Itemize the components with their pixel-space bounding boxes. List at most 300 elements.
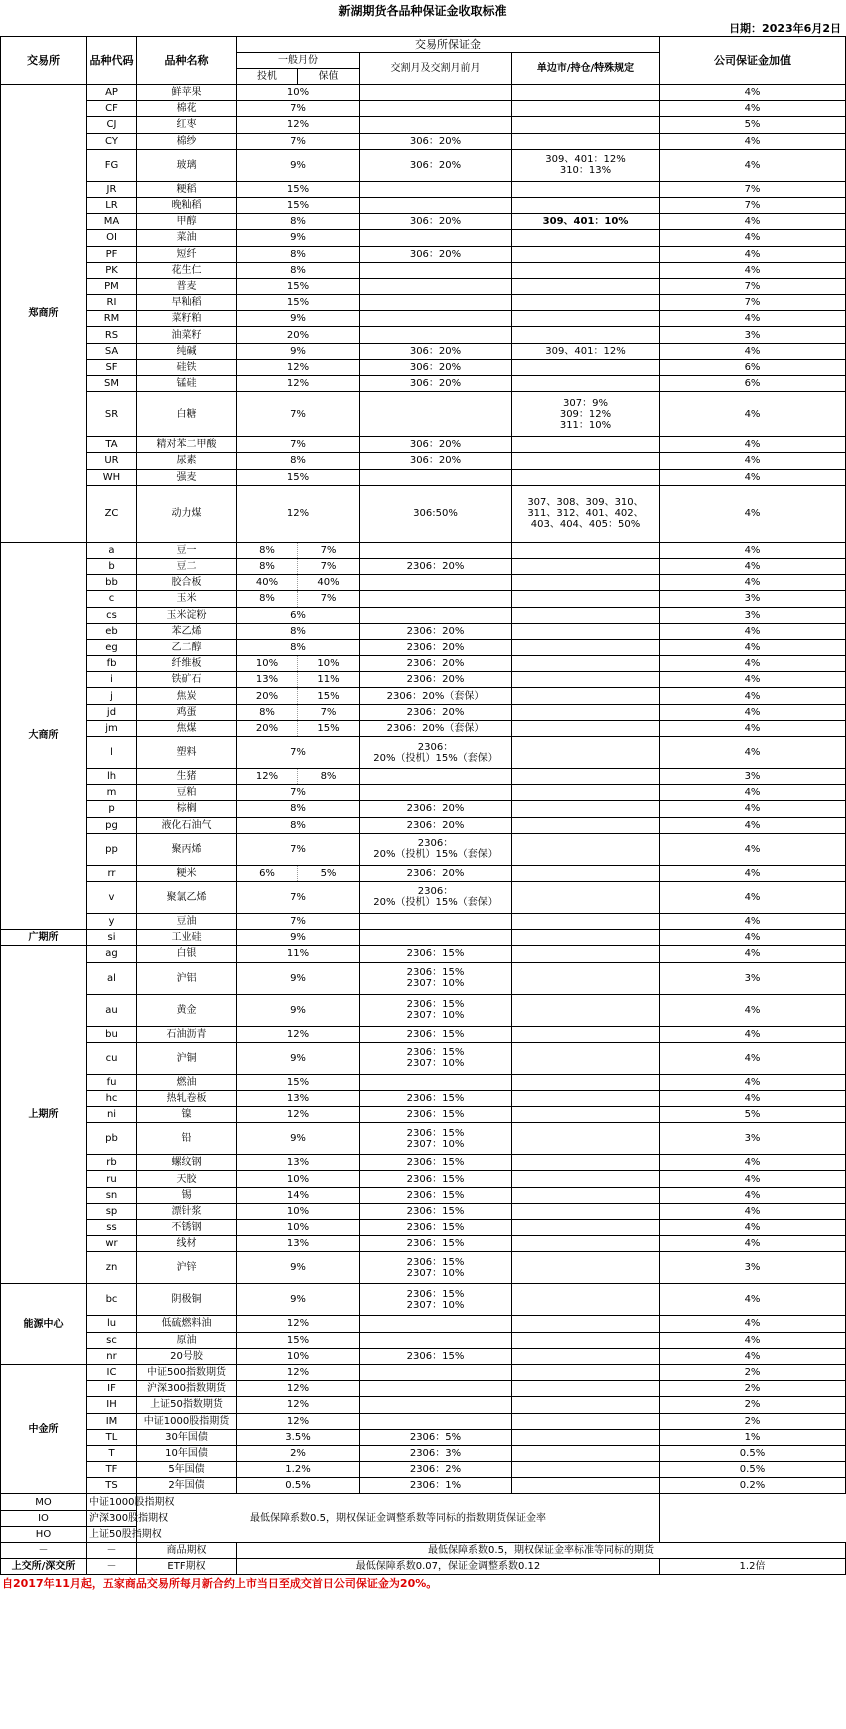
special-margin — [512, 1090, 660, 1106]
table-row — [1, 720, 846, 736]
product-name: 上证50指数期货 — [137, 1397, 237, 1413]
company-margin: 1% — [660, 1429, 846, 1445]
company-margin: 3% — [660, 1252, 846, 1284]
date-label: 日期：2023年6月2日 — [729, 22, 841, 35]
delivery-margin — [360, 262, 512, 278]
product-name: 聚氯乙烯 — [137, 881, 237, 913]
footer-note: 自2017年11月起，五家商品交易所每月新合约上市当日至成交首日公司保证金为20%。 — [2, 1577, 438, 1591]
special-margin — [512, 230, 660, 246]
delivery-margin: 2306： 20%（投机）15%（套保） — [360, 881, 512, 913]
product-name: 棉花 — [137, 101, 237, 117]
table-row — [1, 881, 846, 913]
special-margin — [512, 1155, 660, 1171]
delivery-margin: 2306：15% — [360, 1026, 512, 1042]
table-row — [1, 392, 846, 437]
table-row — [1, 1413, 846, 1429]
company-margin: 4% — [660, 101, 846, 117]
product-code: j — [87, 688, 137, 704]
company-margin: 4% — [660, 913, 846, 929]
product-name: 红枣 — [137, 117, 237, 133]
product-name: 黄金 — [137, 994, 237, 1026]
delivery-margin: 2306：15% — [360, 1171, 512, 1187]
table-row — [1, 1348, 846, 1364]
general-margin: 10% — [237, 85, 360, 101]
general-margin: 6% — [237, 607, 360, 623]
product-code: pp — [87, 833, 137, 865]
delivery-margin: 2306：15% — [360, 946, 512, 962]
product-code: RM — [87, 311, 137, 327]
product-name: 豆二 — [137, 558, 237, 574]
general-margin: 0.5% — [237, 1478, 360, 1494]
product-code: SF — [87, 359, 137, 375]
product-name: 线材 — [137, 1236, 237, 1252]
company-margin: 5% — [660, 117, 846, 133]
product-name: 豆一 — [137, 542, 237, 558]
company-margin: 4% — [660, 575, 846, 591]
product-name: 液化石油气 — [137, 817, 237, 833]
product-code: IM — [87, 1413, 137, 1429]
general-margin: 10% — [237, 1220, 360, 1236]
header-exchange-margin: 交易所保证金 — [237, 37, 660, 53]
special-margin — [512, 946, 660, 962]
table-row — [1, 930, 846, 946]
table-row — [1, 1252, 846, 1284]
table-row — [1, 85, 846, 101]
delivery-margin — [360, 1074, 512, 1090]
special-margin — [512, 639, 660, 655]
product-name: 精对苯二甲酸 — [137, 437, 237, 453]
product-code: i — [87, 672, 137, 688]
product-code: wr — [87, 1236, 137, 1252]
general-margin: 12% — [237, 376, 360, 392]
table-row — [1, 704, 846, 720]
delivery-margin — [360, 575, 512, 591]
product-name: 中证500指数期货 — [137, 1364, 237, 1380]
product-name: 短纤 — [137, 246, 237, 262]
special-margin — [512, 133, 660, 149]
delivery-margin: 2306：15% — [360, 1220, 512, 1236]
product-code: IC — [87, 1364, 137, 1380]
special-margin — [512, 575, 660, 591]
company-margin: 4% — [660, 1236, 846, 1252]
special-margin — [512, 994, 660, 1026]
delivery-margin: 2306：20%（套保） — [360, 688, 512, 704]
delivery-margin: 306：20% — [360, 343, 512, 359]
special-margin — [512, 1429, 660, 1445]
company-margin: 3% — [660, 1123, 846, 1155]
product-name: 不锈钢 — [137, 1220, 237, 1236]
delivery-margin — [360, 327, 512, 343]
special-margin — [512, 327, 660, 343]
table-row — [1, 278, 846, 294]
table-row — [1, 1478, 846, 1494]
special-margin — [512, 1413, 660, 1429]
delivery-margin — [360, 311, 512, 327]
product-code: PK — [87, 262, 137, 278]
delivery-margin — [360, 295, 512, 311]
general-margin: 8% — [237, 623, 360, 639]
product-name: 阴极铜 — [137, 1284, 237, 1316]
delivery-margin: 2306：20% — [360, 801, 512, 817]
product-name: 热轧卷板 — [137, 1090, 237, 1106]
product-code: al — [87, 962, 137, 994]
speculation-margin: 8% — [237, 558, 298, 574]
delivery-margin: 2306：20% — [360, 704, 512, 720]
delivery-margin: 306：20% — [360, 149, 512, 181]
product-code: eg — [87, 639, 137, 655]
special-margin — [512, 359, 660, 375]
company-margin: 3% — [660, 769, 846, 785]
table-row — [1, 913, 846, 929]
header-general-month: 一般月份 — [237, 53, 360, 69]
table-row — [1, 1462, 846, 1478]
delivery-margin — [360, 230, 512, 246]
general-margin: 15% — [237, 1074, 360, 1090]
delivery-margin — [360, 591, 512, 607]
hedge-margin: 7% — [298, 542, 360, 558]
product-name: 纤维板 — [137, 656, 237, 672]
special-margin — [512, 1074, 660, 1090]
general-margin: 2% — [237, 1445, 360, 1461]
company-margin: 1.2倍 — [660, 1559, 846, 1575]
product-code: PF — [87, 246, 137, 262]
product-name: 5年国债 — [137, 1462, 237, 1478]
table-row — [1, 327, 846, 343]
product-code: RI — [87, 295, 137, 311]
delivery-margin — [360, 1397, 512, 1413]
product-code: l — [87, 737, 137, 769]
table-row — [1, 1074, 846, 1090]
product-name: 沪锌 — [137, 1252, 237, 1284]
special-margin — [512, 117, 660, 133]
general-margin: 9% — [237, 149, 360, 181]
company-margin: 4% — [660, 865, 846, 881]
delivery-margin: 2306：1% — [360, 1478, 512, 1494]
product-code: lh — [87, 769, 137, 785]
speculation-margin: 40% — [237, 575, 298, 591]
product-name: 胶合板 — [137, 575, 237, 591]
special-margin — [512, 833, 660, 865]
product-name: 焦炭 — [137, 688, 237, 704]
product-name: 20号胶 — [137, 1348, 237, 1364]
product-code: lu — [87, 1316, 137, 1332]
product-name: 粳米 — [137, 865, 237, 881]
company-margin: 4% — [660, 1074, 846, 1090]
general-margin: 14% — [237, 1187, 360, 1203]
general-margin: 13% — [237, 1236, 360, 1252]
company-margin: 6% — [660, 359, 846, 375]
general-margin: 7% — [237, 737, 360, 769]
table-row — [1, 1397, 846, 1413]
delivery-margin — [360, 913, 512, 929]
product-code: WH — [87, 469, 137, 485]
special-margin — [512, 1042, 660, 1074]
special-margin — [512, 737, 660, 769]
product-code: SA — [87, 343, 137, 359]
table-row — [1, 865, 846, 881]
general-margin: 9% — [237, 311, 360, 327]
hedge-margin: 40% — [298, 575, 360, 591]
company-margin: 4% — [660, 704, 846, 720]
general-margin: 12% — [237, 1026, 360, 1042]
general-margin: 7% — [237, 785, 360, 801]
delivery-margin: 306：20% — [360, 214, 512, 230]
company-margin: 7% — [660, 181, 846, 197]
company-margin: 4% — [660, 623, 846, 639]
product-name: 乙二醇 — [137, 639, 237, 655]
table-row — [1, 343, 846, 359]
product-code: ni — [87, 1107, 137, 1123]
general-margin: 8% — [237, 817, 360, 833]
product-code: sc — [87, 1332, 137, 1348]
special-margin — [512, 1236, 660, 1252]
general-margin: 12% — [237, 485, 360, 542]
company-margin: 4% — [660, 1332, 846, 1348]
page-title: 新湖期货各品种保证金收取标准 — [338, 4, 507, 18]
company-margin: 4% — [660, 1348, 846, 1364]
exchange-name: － — [1, 1543, 87, 1559]
table-row — [1, 1123, 846, 1155]
special-margin — [512, 1316, 660, 1332]
general-margin: 9% — [237, 930, 360, 946]
product-code: si — [87, 930, 137, 946]
table-row — [1, 1332, 846, 1348]
product-code: fb — [87, 656, 137, 672]
delivery-margin: 306：20% — [360, 376, 512, 392]
general-margin: 13% — [237, 1090, 360, 1106]
product-code: rb — [87, 1155, 137, 1171]
special-margin — [512, 542, 660, 558]
special-margin — [512, 913, 660, 929]
product-name: 商品期权 — [137, 1543, 237, 1559]
table-row — [1, 639, 846, 655]
special-margin — [512, 865, 660, 881]
general-margin: 9% — [237, 994, 360, 1026]
general-margin: 7% — [237, 913, 360, 929]
special-margin — [512, 469, 660, 485]
product-name: 尿素 — [137, 453, 237, 469]
company-margin: 4% — [660, 1284, 846, 1316]
delivery-margin — [360, 1332, 512, 1348]
product-name: 10年国债 — [137, 1445, 237, 1461]
company-margin: 4% — [660, 1203, 846, 1219]
company-margin: 4% — [660, 881, 846, 913]
general-margin: 11% — [237, 946, 360, 962]
options-note: 最低保障系数0.5，期权保证金调整系数等同标的指数期货保证金率 — [137, 1494, 660, 1543]
product-name: 2年国债 — [137, 1478, 237, 1494]
general-margin: 9% — [237, 1252, 360, 1284]
product-name: 沪铝 — [137, 962, 237, 994]
special-margin: 307：9% 309：12% 311：10% — [512, 392, 660, 437]
product-name: 石油沥青 — [137, 1026, 237, 1042]
hedge-margin: 10% — [298, 656, 360, 672]
product-name: 动力煤 — [137, 485, 237, 542]
table-row — [1, 1543, 846, 1559]
table-row — [1, 117, 846, 133]
company-margin: 4% — [660, 946, 846, 962]
exchange-name: 上交所/深交所 — [1, 1559, 87, 1575]
product-name: 硅铁 — [137, 359, 237, 375]
exchange-name: 上期所 — [1, 946, 87, 1284]
delivery-margin: 2306：20% — [360, 672, 512, 688]
product-name: 花生仁 — [137, 262, 237, 278]
company-margin: 4% — [660, 1026, 846, 1042]
exchange-name: 能源中心 — [1, 1284, 87, 1365]
hedge-margin: 7% — [298, 704, 360, 720]
special-margin — [512, 1364, 660, 1380]
company-margin: 4% — [660, 85, 846, 101]
table-row — [1, 1559, 846, 1575]
product-name: 聚丙烯 — [137, 833, 237, 865]
product-code: TA — [87, 437, 137, 453]
company-margin: 4% — [660, 801, 846, 817]
company-margin: 3% — [660, 327, 846, 343]
table-row — [1, 181, 846, 197]
exchange-name: 中金所 — [1, 1364, 87, 1494]
company-margin: 4% — [660, 230, 846, 246]
product-name: 豆油 — [137, 913, 237, 929]
table-row — [1, 994, 846, 1026]
general-margin: 9% — [237, 343, 360, 359]
product-code: hc — [87, 1090, 137, 1106]
general-margin: 12% — [237, 1316, 360, 1332]
product-name: 鸡蛋 — [137, 704, 237, 720]
special-margin — [512, 591, 660, 607]
product-name: 中证1000股指期权 — [87, 1494, 137, 1510]
company-margin: 4% — [660, 469, 846, 485]
company-margin: 4% — [660, 485, 846, 542]
table-row — [1, 1155, 846, 1171]
table-row — [1, 1107, 846, 1123]
special-margin — [512, 962, 660, 994]
delivery-margin: 2306：15% — [360, 1155, 512, 1171]
table-row — [1, 962, 846, 994]
product-name: 30年国债 — [137, 1429, 237, 1445]
delivery-margin: 2306：20% — [360, 817, 512, 833]
special-margin: 309、401：12% 310：13% — [512, 149, 660, 181]
table-row — [1, 133, 846, 149]
speculation-margin: 13% — [237, 672, 298, 688]
special-margin — [512, 1348, 660, 1364]
product-code: ag — [87, 946, 137, 962]
product-code: pg — [87, 817, 137, 833]
product-name: 纯碱 — [137, 343, 237, 359]
product-name: 玉米淀粉 — [137, 607, 237, 623]
table-row — [1, 607, 846, 623]
company-margin: 3% — [660, 607, 846, 623]
product-code: AP — [87, 85, 137, 101]
company-margin: 4% — [660, 133, 846, 149]
delivery-margin: 2306：15% — [360, 1236, 512, 1252]
product-code: nr — [87, 1348, 137, 1364]
special-margin — [512, 930, 660, 946]
special-margin — [512, 1332, 660, 1348]
general-margin: 7% — [237, 437, 360, 453]
special-margin — [512, 720, 660, 736]
company-margin: 7% — [660, 278, 846, 294]
table-row — [1, 656, 846, 672]
general-margin: 9% — [237, 962, 360, 994]
table-row — [1, 1381, 846, 1397]
company-margin: 4% — [660, 558, 846, 574]
delivery-margin — [360, 392, 512, 437]
header-speculation: 投机 — [237, 69, 298, 85]
delivery-margin: 2306：15% 2307：10% — [360, 994, 512, 1026]
speculation-margin: 8% — [237, 704, 298, 720]
product-name: 玉米 — [137, 591, 237, 607]
general-margin: 3.5% — [237, 1429, 360, 1445]
product-name: 中证1000股指期货 — [137, 1413, 237, 1429]
company-margin: 4% — [660, 656, 846, 672]
table-row — [1, 437, 846, 453]
company-margin: 0.5% — [660, 1445, 846, 1461]
margin-table — [0, 36, 846, 1575]
special-margin — [512, 101, 660, 117]
product-name: 焦煤 — [137, 720, 237, 736]
table-row — [1, 230, 846, 246]
table-row — [1, 1203, 846, 1219]
table-row — [1, 575, 846, 591]
table-row — [1, 1429, 846, 1445]
table-row — [1, 197, 846, 213]
product-code: JR — [87, 181, 137, 197]
product-code: SM — [87, 376, 137, 392]
special-margin — [512, 1107, 660, 1123]
delivery-margin: 2306： 20%（投机）15%（套保） — [360, 833, 512, 865]
special-margin — [512, 1478, 660, 1494]
product-code: v — [87, 881, 137, 913]
company-margin: 4% — [660, 785, 846, 801]
general-margin: 8% — [237, 639, 360, 655]
table-row — [1, 833, 846, 865]
delivery-margin: 306：20% — [360, 133, 512, 149]
special-margin — [512, 262, 660, 278]
product-name: 早籼稻 — [137, 295, 237, 311]
general-margin: 12% — [237, 1381, 360, 1397]
general-margin: 15% — [237, 469, 360, 485]
table-row — [1, 1090, 846, 1106]
company-margin: 4% — [660, 392, 846, 437]
special-margin — [512, 1123, 660, 1155]
special-margin — [512, 1462, 660, 1478]
company-margin: 4% — [660, 1187, 846, 1203]
hedge-margin: 15% — [298, 720, 360, 736]
exchange-name: 大商所 — [1, 542, 87, 929]
product-name: 天胶 — [137, 1171, 237, 1187]
product-code: cu — [87, 1042, 137, 1074]
general-margin: 10% — [237, 1171, 360, 1187]
table-row — [1, 769, 846, 785]
general-margin: 12% — [237, 117, 360, 133]
delivery-margin: 2306： 20%（投机）15%（套保） — [360, 737, 512, 769]
special-margin — [512, 607, 660, 623]
special-margin — [512, 453, 660, 469]
special-margin — [512, 1252, 660, 1284]
delivery-margin — [360, 278, 512, 294]
product-code: b — [87, 558, 137, 574]
speculation-margin: 6% — [237, 865, 298, 881]
product-name: 菜油 — [137, 230, 237, 246]
special-margin — [512, 672, 660, 688]
product-code: TS — [87, 1478, 137, 1494]
product-name: 棉纱 — [137, 133, 237, 149]
company-margin: 4% — [660, 817, 846, 833]
commodity-option-note: 最低保障系数0.5，期权保证金率标准等同标的期货 — [237, 1543, 846, 1559]
product-name: 螺纹钢 — [137, 1155, 237, 1171]
delivery-margin — [360, 1364, 512, 1380]
delivery-margin — [360, 1316, 512, 1332]
special-margin — [512, 197, 660, 213]
